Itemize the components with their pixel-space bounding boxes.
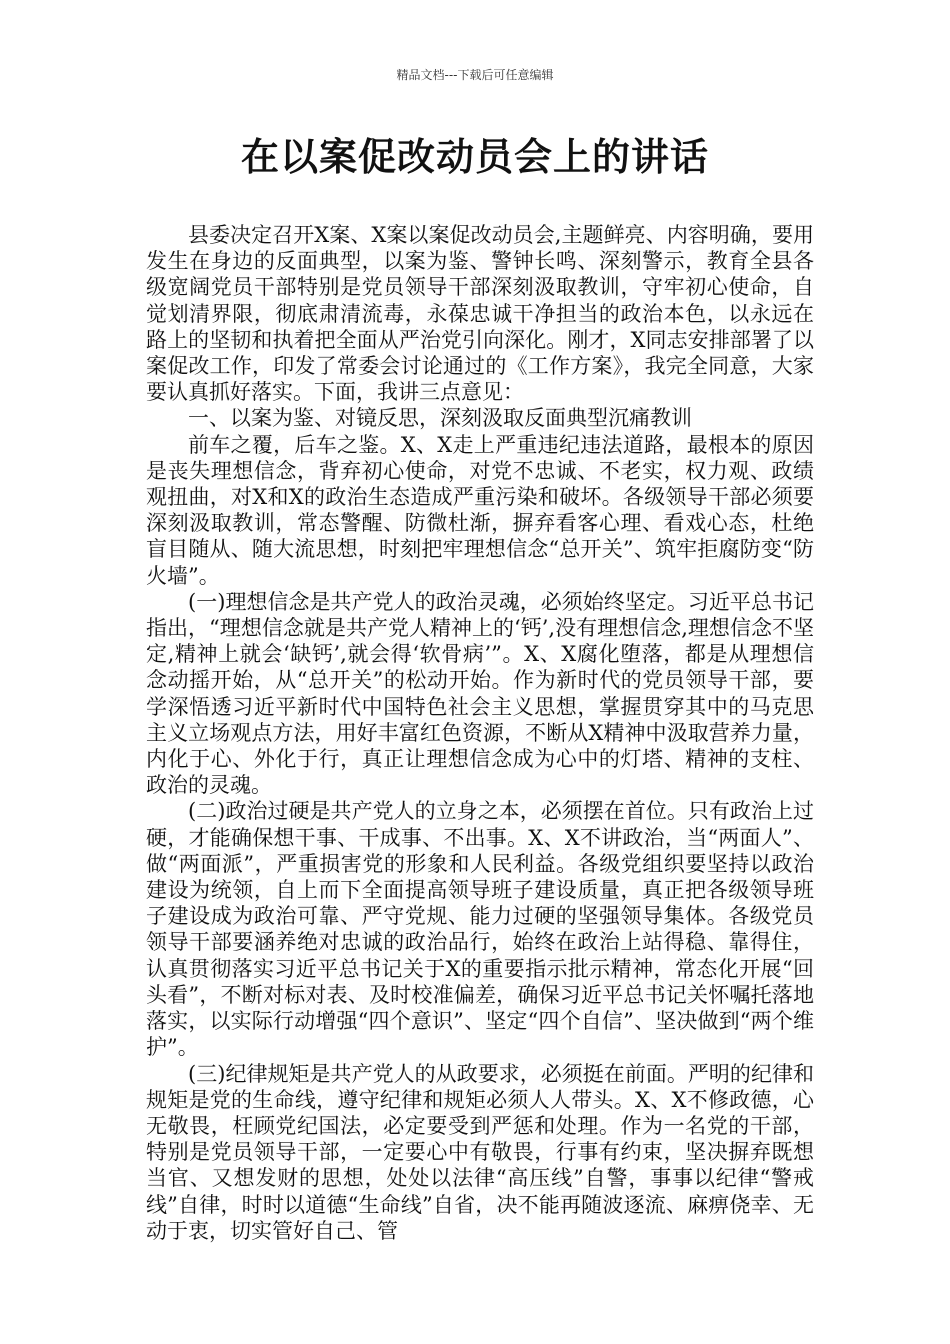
paragraph-point-3: (三)纪律规矩是共产党人的从政要求，必须挺在前面。严明的纪律和规矩是党的生命线，遵守纪律和规矩必须人人带头。X、X不修政德，心无敬畏，枉顾党纪国法，必定要受到严惩和处理。作为一名党的干部，特别是党员领导干部，一定要心中有敬畏，行事有约束，坚决摒弃既想当官、又想发财的思想，处处以法律“高压线”自警，事事以纪律“警戒线”自律，时时以道德“生命线”自省，决不能再随波逐流、麻痹侥幸、无动于衷，切实管好自己、管	[146, 1061, 814, 1243]
paragraph-point-2: (二)政治过硬是共产党人的立身之本，必须摆在首位。只有政治上过硬，才能确保想干事、干成事、不出事。X、X不讲政治，当“两面人”、做“两面派”，严重损害党的形象和人民利益。各级党组织要坚持以政治建设为统领，自上而下全面提高领导班子建设质量，真正把各级领导班子建设成为政治可靠、严守党规、能力过硬的坚强领导集体。各级党员领导干部要涵养绝对忠诚的政治品行，始终在政治上站得稳、靠得住，认真贯彻落实习近平总书记关于X的重要指示批示精神，常态化开展“回头看”，不断对标对表、及时校准偏差，确保习近平总书记关怀嘱托落地落实，以实际行动增强“四个意识”、坚定“四个自信”、坚决做到“两个维护”。	[146, 799, 814, 1060]
paragraph-point-1: (一)理想信念是共产党人的政治灵魂，必须始终坚定。习近平总书记指出，“理想信念就是共产党人精神上的‘钙’,没有理想信念,理想信念不坚定,精神上就会‘缺钙’,就会得‘软骨病’”。X、X腐化堕落，都是从理想信念动摇开始，从“总开关”的松动开始。作为新时代的党员领导干部，要学深悟透习近平新时代中国特色社会主义思想，掌握贯穿其中的马克思主义立场观点方法，用好丰富红色资源，不断从X精神中汲取营养力量，内化于心、外化于行，真正让理想信念成为心中的灯塔、精神的支柱、政治的灵魂。	[146, 589, 814, 798]
paragraph-section-1-lead: 前车之覆，后车之鉴。X、X走上严重违纪违法道路，最根本的原因是丧失理想信念，背弃初心使命，对党不忠诚、不老实，权力观、政绩观扭曲，对X和X的政治生态造成严重污染和破坏。各级领导干部必须要深刻汲取教训，常态警醒、防微杜渐，摒弃看客心理、看戏心态，杜绝盲目随从、随大流思想，时刻把牢理想信念“总开关”、筑牢拒腐防变“防火墙”。	[146, 432, 814, 588]
page-header-note: 精品文档---下载后可任意编辑	[396, 68, 554, 82]
paragraph-intro: 县委决定召开X案、X案以案促改动员会,主题鲜亮、内容明确，要用发生在身边的反面典型，以案为鉴、警钟长鸣、深刻警示，教育全县各级宽阔党员干部特别是党员领导干部深刻汲取教训，守牢初心使命，自觉划清界限，彻底肃清流毒，永葆忠诚干净担当的政治本色，以永远在路上的坚韧和执着把全面从严治党引向深化。刚才，X同志安排部署了以案促改工作，印发了常委会讨论通过的《工作方案》，我完全同意，大家要认真抓好落实。下面，我讲三点意见：	[146, 223, 814, 405]
document-title: 在以案促改动员会上的讲话	[240, 135, 709, 179]
document-body	[146, 222, 814, 1244]
section-heading-1: 一、以案为鉴、对镜反思，深刻汲取反面典型沉痛教训	[188, 406, 692, 431]
